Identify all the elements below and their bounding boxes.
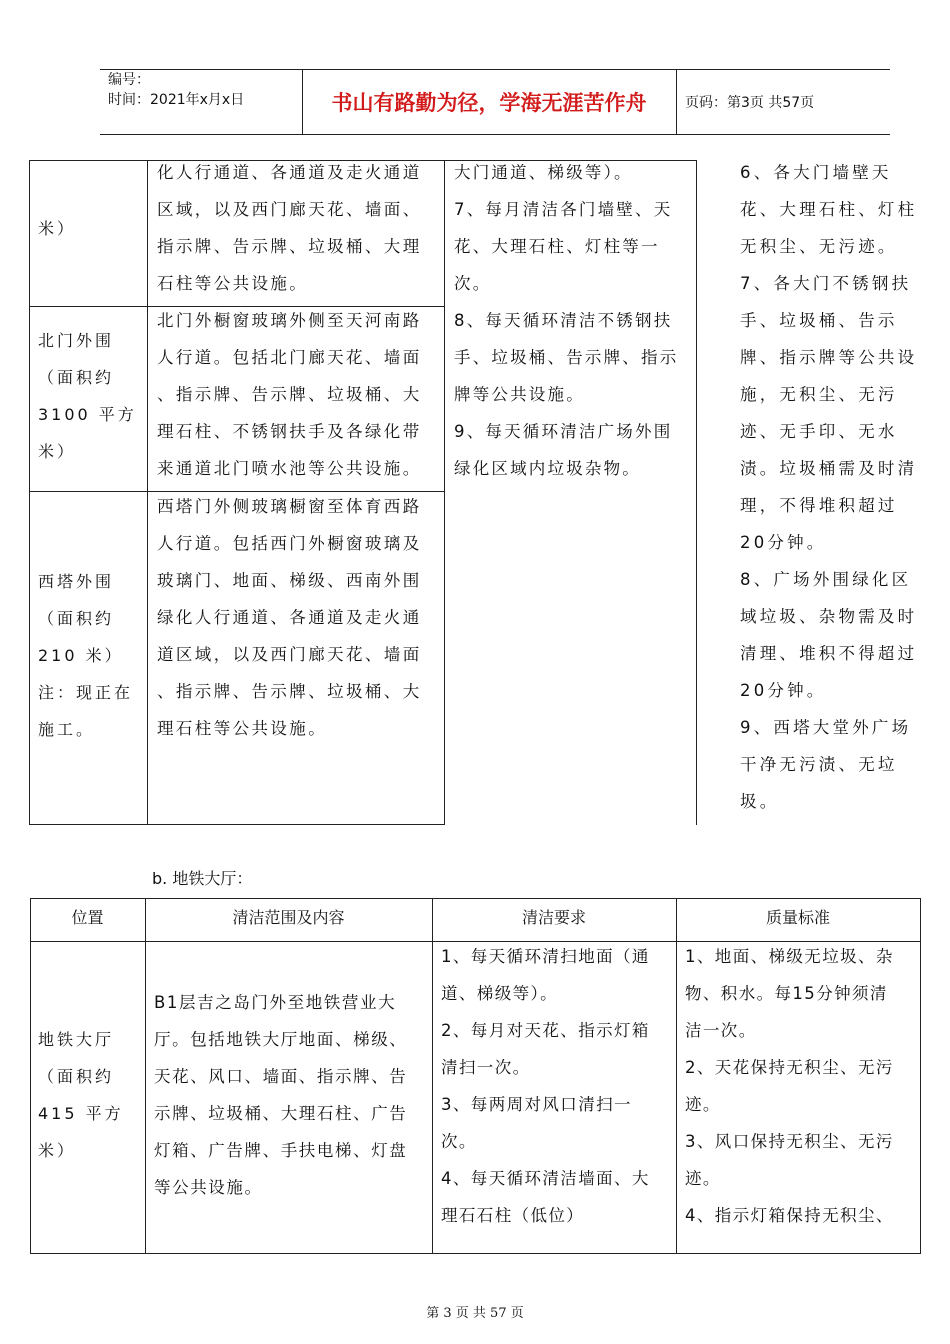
standard-line: 牌、指示牌等公共设 [740, 348, 918, 367]
standard-line: 迹、无手印、无水 [740, 422, 898, 441]
scope-line: 石柱等公共设施。 [157, 274, 309, 293]
scope-line: 化人行通道、各通道及走火通道 [157, 163, 422, 182]
table2-col-2 [432, 898, 433, 1254]
standard-line: 迹。 [685, 1169, 721, 1188]
table1-row1-scope [157, 154, 443, 302]
position-line: 3100 平方 [38, 405, 137, 424]
standard-line: 迹。 [685, 1095, 721, 1114]
standard-line: 6、各大门墙壁天 [740, 163, 892, 182]
standard-line: 8、广场外围绿化区 [740, 570, 912, 589]
requirement-line: 4、每天循环清洁墙面、大 [441, 1169, 650, 1188]
position-line: 米） [38, 219, 77, 238]
table1-bottom-border [29, 824, 445, 825]
position-line: 415 平方 [38, 1104, 124, 1123]
scope-line: 灯箱、广告牌、手扶电梯、灯盘 [154, 1141, 408, 1160]
table1-requirements [454, 154, 694, 487]
scope-line: 道区域，以及西门廊天花、墙面 [157, 645, 422, 664]
table2-header-requirements: 清洁要求 [521, 908, 586, 927]
standard-line: 无积尘、无污迹。 [740, 237, 898, 256]
standard-line: 1、地面、梯级无垃圾、杂 [685, 947, 894, 966]
table2-col-1 [145, 898, 146, 1254]
requirement-line: 2、每月对天花、指示灯箱 [441, 1021, 650, 1040]
scope-line: 理石柱、不锈钢扶手及各绿化带 [157, 422, 422, 441]
position-line: 西塔外围 [38, 572, 115, 591]
table2-scope [154, 984, 430, 1206]
standard-line: 圾。 [740, 792, 780, 811]
standard-line: 理，不得堆积超过 [740, 496, 898, 515]
requirement-line: 绿化区域内垃圾杂物。 [454, 459, 641, 478]
scope-line: 北门外橱窗玻璃外侧至天河南路 [157, 311, 422, 330]
scope-line: 理石柱等公共设施。 [157, 719, 328, 738]
requirement-line: 大门通道、梯级等）。 [454, 163, 633, 182]
table2-col-left [30, 898, 31, 1254]
document-time-label: 时间：2021年x月x日 [108, 92, 245, 108]
position-line: （面积约 [38, 609, 115, 628]
table1-col-3 [696, 160, 697, 825]
table2-col-right [920, 898, 921, 1254]
table1-row1-position [38, 210, 144, 247]
header-bottom-rule [100, 134, 890, 135]
table1-col-1 [147, 160, 148, 825]
scope-line: 绿化人行通道、各通道及走火通 [157, 608, 422, 627]
position-line: 施工。 [38, 720, 96, 739]
scope-line: 来通道北门喷水池等公共设施。 [157, 459, 422, 478]
scope-line: 天花、风口、墙面、指示牌、告 [154, 1067, 408, 1086]
document-number-label: 编号： [108, 72, 150, 88]
scope-line: 人行道。包括西门外橱窗玻璃及 [157, 534, 422, 553]
scope-line: B1层吉之岛门外至地铁营业大 [154, 993, 397, 1012]
table1-row3-scope [157, 488, 443, 747]
table2-col-3 [676, 898, 677, 1254]
standard-line: 2、天花保持无积尘、无污 [685, 1058, 894, 1077]
standard-line: 清理、堆积不得超过 [740, 644, 918, 663]
table2-position [38, 1021, 142, 1169]
position-line: 地铁大厅 [38, 1030, 115, 1049]
standard-line: 20分钟。 [740, 681, 827, 700]
standard-line: 手、垃圾桶、告示 [740, 311, 898, 330]
scope-line: 人行道。包括北门廊天花、墙面 [157, 348, 422, 367]
table2-bottom-border [30, 1253, 921, 1254]
requirement-line: 次。 [454, 274, 492, 293]
position-line: 注：现正在 [38, 683, 134, 702]
standard-line: 施，无积尘、无污 [740, 385, 898, 404]
requirement-line: 牌等公共设施。 [454, 385, 585, 404]
requirement-line: 8、每天循环清洁不锈钢扶 [454, 311, 673, 330]
requirement-line: 理石石柱（低位） [441, 1206, 585, 1225]
requirement-line: 3、每两周对风口清扫一 [441, 1095, 632, 1114]
table2-top-border [30, 898, 921, 899]
standard-line: 9、西塔大堂外广场 [740, 718, 912, 737]
page-footer: 第 3 页 共 57 页 [426, 1306, 524, 1321]
requirement-line: 道、梯级等）。 [441, 984, 559, 1003]
scope-line: 西塔门外侧玻璃橱窗至体育西路 [157, 497, 422, 516]
header-divider-2 [676, 69, 677, 135]
requirement-line: 9、每天循环清洁广场外围 [454, 422, 673, 441]
table1-row3-position [38, 563, 144, 748]
standard-line: 洁一次。 [685, 1021, 757, 1040]
position-line: 米） [38, 1141, 77, 1160]
scope-line: 、指示牌、告示牌、垃圾桶、大 [157, 385, 422, 404]
standard-line: 域垃圾、杂物需及时 [740, 607, 918, 626]
scope-line: 示牌、垃圾桶、大理石柱、广告 [154, 1104, 408, 1123]
standard-line: 7、各大门不锈钢扶 [740, 274, 912, 293]
requirement-line: 7、每月清洁各门墙壁、天 [454, 200, 673, 219]
subsection-heading: b. 地铁大厅： [152, 869, 253, 888]
requirement-line: 花、大理石柱、灯柱等一 [454, 237, 660, 256]
position-line: 北门外围 [38, 331, 115, 350]
scope-line: 、指示牌、告示牌、垃圾桶、大 [157, 682, 422, 701]
requirement-line: 1、每天循环清扫地面（通 [441, 947, 650, 966]
scope-line: 玻璃门、地面、梯级、西南外围 [157, 571, 422, 590]
table2-standards [685, 938, 919, 1234]
position-line: 米） [38, 442, 77, 461]
position-line: （面积约 [38, 1067, 115, 1086]
scope-line: 厅。包括地铁大厅地面、梯级、 [154, 1030, 408, 1049]
header-meta [108, 70, 298, 110]
position-line: 210 米） [38, 646, 124, 665]
header-page-code: 页码：第3页 共57页 [685, 95, 815, 111]
requirement-line: 清扫一次。 [441, 1058, 531, 1077]
header-motto: 书山有路勤为径，学海无涯苦作舟 [331, 91, 647, 115]
table1-col-2 [444, 160, 445, 825]
table1-col-left [29, 160, 30, 825]
table1-standards [740, 154, 920, 820]
scope-line: 区域，以及西门廊天花、墙面、 [157, 200, 422, 219]
standard-line: 20分钟。 [740, 533, 827, 552]
table2-header-position: 位置 [71, 908, 104, 927]
table1-row2-scope [157, 302, 443, 487]
table2-requirements [441, 938, 675, 1234]
standard-line: 物、积水。每15分钟须清 [685, 984, 888, 1003]
standard-line: 干净无污渍、无垃 [740, 755, 898, 774]
requirement-line: 手、垃圾桶、告示牌、指示 [454, 348, 679, 367]
scope-line: 指示牌、告示牌、垃圾桶、大理 [157, 237, 422, 256]
standard-line: 3、风口保持无积尘、无污 [685, 1132, 894, 1151]
table2-header-standards: 质量标准 [765, 908, 830, 927]
standard-line: 4、指示灯箱保持无积尘、 [685, 1206, 894, 1225]
requirement-line: 次。 [441, 1132, 477, 1151]
table1-row2-position [38, 322, 144, 470]
position-line: （面积约 [38, 368, 115, 387]
scope-line: 等公共设施。 [154, 1178, 263, 1197]
standard-line: 渍。垃圾桶需及时清 [740, 459, 918, 478]
table2-header-scope: 清洁范围及内容 [232, 908, 345, 927]
standard-line: 花、大理石柱、灯柱 [740, 200, 918, 219]
